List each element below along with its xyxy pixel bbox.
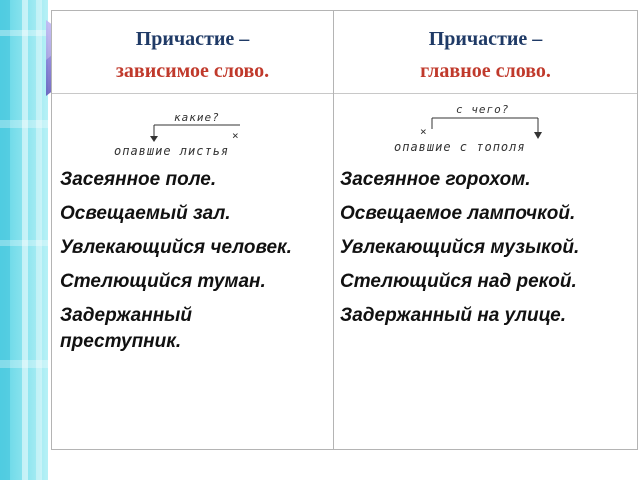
left-question-scheme (112, 107, 272, 159)
left-heading-line2: зависимое слово. (115, 60, 270, 82)
list-item: Засеянное поле. (60, 169, 217, 190)
right-column-heading (334, 23, 637, 87)
comparison-table (51, 10, 638, 450)
list-item: Задержанный на улице. (340, 305, 567, 326)
list-item: Стелющийся туман. (60, 271, 266, 292)
left-column-heading (52, 23, 333, 87)
list-item: преступник. (60, 331, 182, 352)
list-item: Стелющийся над рекой. (340, 271, 577, 292)
right-examples-list (340, 163, 579, 333)
list-item: Увлекающийся музыкой. (340, 237, 580, 258)
left-heading-line1: Причастие – (135, 28, 250, 50)
left-scheme-question: какие? (174, 111, 220, 124)
list-item: Освещаемый зал. (60, 203, 231, 224)
list-item: Задержанный (60, 305, 193, 326)
header-divider (52, 93, 637, 94)
right-heading-line2: главное слово. (420, 60, 551, 82)
left-scheme-phrase: опавшие листья (114, 144, 230, 158)
right-scheme-mark: × (420, 125, 428, 138)
left-examples-list (60, 163, 292, 355)
right-scheme-phrase: опавшие с тополя (394, 140, 526, 154)
right-scheme-question: с чего? (456, 103, 510, 116)
left-scheme-mark: × (232, 129, 240, 142)
right-heading-line1: Причастие – (428, 28, 543, 50)
list-item: Засеянное горохом. (340, 169, 531, 190)
list-item: Освещаемое лампочкой. (340, 203, 576, 224)
list-item: Увлекающийся человек. (60, 237, 292, 258)
right-question-scheme (392, 99, 567, 159)
